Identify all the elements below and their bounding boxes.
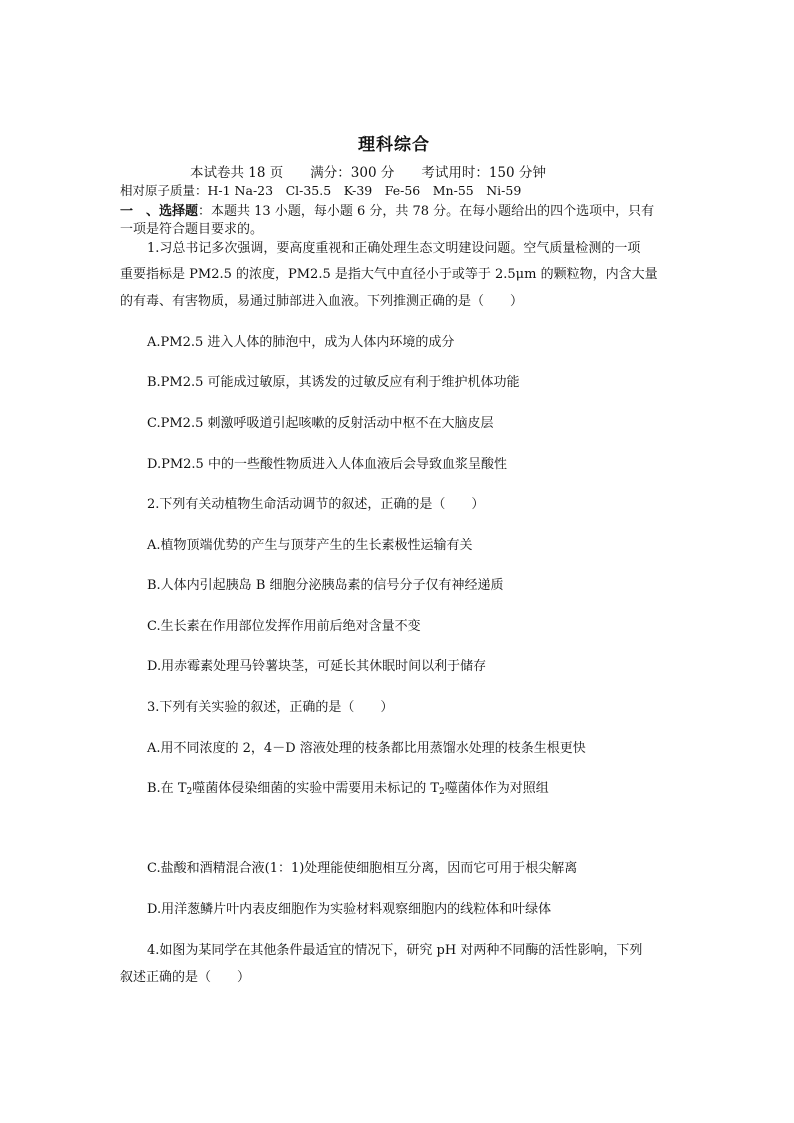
question-2-option-d: D.用赤霉素处理马铃薯块茎，可延长其休眠时间以利于储存 <box>147 659 487 674</box>
subscript-2: 2 <box>439 787 445 797</box>
question-1-stem-line-1: 1.习总书记多次强调，要高度重视和正确处理生态文明建设问题。空气质量检测的一项 <box>147 241 641 256</box>
question-3-option-d: D.用洋葱鳞片叶内表皮细胞作为实验材料观察细胞内的线粒体和叶绿体 <box>147 902 552 917</box>
option-b-text-3: 噬菌体作为对照组 <box>444 781 549 796</box>
exam-info: 本试卷共 18 页 满分：300 分 考试用时：150 分钟 <box>190 165 546 181</box>
question-3-stem: 3.下列有关实验的叙述，正确的是（ ） <box>147 700 394 715</box>
question-3-option-a: A.用不同浓度的 2，4－D 溶液处理的枝条都比用蒸馏水处理的枝条生根更快 <box>147 741 586 756</box>
question-2-option-c: C.生长素在作用部位发挥作用前后绝对含量不变 <box>147 619 421 634</box>
page-title: 理科综合 <box>358 135 430 155</box>
atomic-masses: 相对原子质量：H-1 Na-23 Cl-35.5 K-39 Fe-56 Mn-55 Ni-59 <box>120 183 522 198</box>
question-3-option-b <box>147 777 549 797</box>
question-1-option-b: B.PM2.5 可能成过敏原，其诱发的过敏反应有利于维护机体功能 <box>147 375 520 390</box>
question-1-stem-line-2: 重要指标是 PM2.5 的浓度，PM2.5 是指大气中直径小于或等于 2.5μm 的颗粒物，内含大量 <box>120 267 658 282</box>
question-1-stem-line-3: 的有毒、有害物质，易通过肺部进入血液。下列推测正确的是（ ） <box>120 294 524 309</box>
question-2-stem: 2.下列有关动植物生命活动调节的叙述，正确的是（ ） <box>147 497 485 512</box>
section-description: ：本题共 13 小题，每小题 6 分，共 78 分。在每小题给出的四个选项中，只有 <box>198 204 655 219</box>
option-b-text-2: 噬菌体侵染细菌的实验中需要用未标记的 T <box>192 781 440 796</box>
question-1-option-d: D.PM2.5 中的一些酸性物质进入人体血液后会导致血浆呈酸性 <box>147 457 507 472</box>
question-4-stem-line-1: 4.如图为某同学在其他条件最适宜的情况下，研究 pH 对两种不同酶的活性影响，下列 <box>147 943 643 958</box>
question-4-stem-line-2: 叙述正确的是（ ） <box>120 970 251 985</box>
question-3-option-c: C.盐酸和酒精混合液(1：1)处理能使细胞相互分离，因而它可用于根尖解离 <box>147 861 578 876</box>
section-label: 一 、选择题 <box>120 204 199 219</box>
question-2-option-b: B.人体内引起胰岛 B 细胞分泌胰岛素的信号分子仅有神经递质 <box>147 578 504 593</box>
question-2-option-a: A.植物顶端优势的产生与顶芽产生的生长素极性运输有关 <box>147 538 473 553</box>
option-b-text-1: B.在 T <box>147 781 187 796</box>
section-description-cont: 一项是符合题目要求的。 <box>120 222 264 237</box>
subscript-2: 2 <box>186 787 193 797</box>
section-heading <box>120 200 654 219</box>
question-1-option-c: C.PM2.5 刺激呼吸道引起咳嗽的反射活动中枢不在大脑皮层 <box>147 416 494 431</box>
question-1-option-a: A.PM2.5 进入人体的肺泡中，成为人体内环境的成分 <box>147 335 455 350</box>
